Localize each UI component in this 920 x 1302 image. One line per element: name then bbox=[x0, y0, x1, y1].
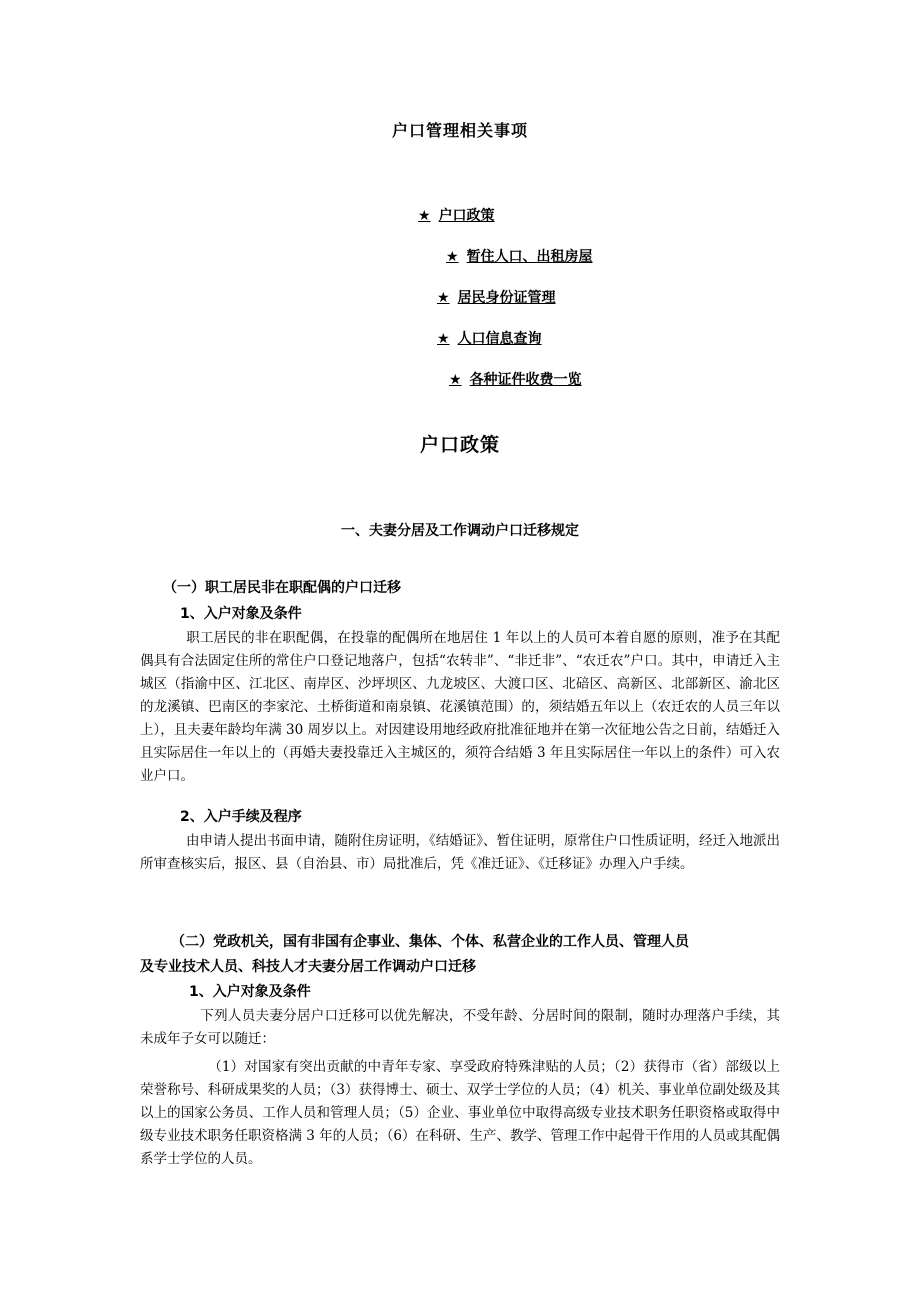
star-icon: ★ bbox=[437, 290, 450, 306]
paragraph-text: 由申请人提出书面申请，随附住房证明，《结婚证》、暂住证明，原常住户口性质证明，经迁入地派出所审查核实后，报区、县（自治县、市）局批准后，凭《准迁证》、《迁移证》办理入户手续。 bbox=[140, 833, 780, 872]
document-title: 户口管理相关事项 bbox=[391, 121, 528, 140]
part2-item1-list bbox=[140, 1056, 780, 1171]
toc-link-fees[interactable] bbox=[449, 369, 582, 389]
toc-link-id-card[interactable] bbox=[437, 287, 556, 307]
part2-item1-paragraph bbox=[140, 1005, 780, 1051]
part2-heading-line2: 及专业技术人员、科技人才夫妻分居工作调动户口迁移 bbox=[140, 959, 476, 975]
part1-item2-paragraph bbox=[140, 830, 780, 876]
toc-link-label: 人口信息查询 bbox=[457, 331, 542, 347]
part2-item1-heading: 1、入户对象及条件 bbox=[189, 984, 311, 1000]
toc-link-temporary-residents[interactable] bbox=[446, 246, 593, 266]
paragraph-text: 下列人员夫妻分居户口迁移可以优先解决，不受年龄、分居时间的限制，随时办理落户手续，其未成年子女可以随迁： bbox=[140, 1008, 780, 1047]
part1-heading: （一）职工居民非在职配偶的户口迁移 bbox=[163, 580, 401, 596]
star-icon: ★ bbox=[449, 372, 462, 388]
part1-item1-heading: 1、入户对象及条件 bbox=[180, 606, 302, 622]
toc-link-label: 居民身份证管理 bbox=[457, 290, 556, 306]
star-icon: ★ bbox=[437, 331, 450, 347]
toc-link-label: 户口政策 bbox=[438, 208, 495, 224]
part2-heading-line1: （二）党政机关，国有非国有企事业、集体、个体、私营企业的工作人员、管理人员 bbox=[171, 934, 689, 950]
subsection-title: 一、夫妻分居及工作调动户口迁移规定 bbox=[341, 523, 579, 539]
part1-item2-heading: 2、入户手续及程序 bbox=[180, 809, 302, 825]
star-icon: ★ bbox=[446, 249, 459, 265]
toc-link-hukou-policy[interactable] bbox=[418, 205, 495, 225]
paragraph-text: （1）对国家有突出贡献的中青年专家、享受政府特殊津贴的人员；（2）获得市（省）部级以上荣誉称号、科研成果奖的人员；（3）获得博士、硕士、双学士学位的人员；（4）机关、事业单位副处级及其以上的国家公务员、工作人员和管理人员；（5）企业、事业单位中取得高级专业技术职务任职资格或取得中级专业技术职务任职资格满 3 年的人员；（6）在科研、生产、教学、管理工作中起骨干作用的人员或其配偶系学士学位的人员。 bbox=[140, 1059, 781, 1167]
toc-link-population-info[interactable] bbox=[437, 328, 542, 348]
star-icon: ★ bbox=[418, 208, 431, 224]
part1-item1-paragraph bbox=[140, 627, 780, 788]
toc-link-label: 暂住人口、出租房屋 bbox=[466, 249, 593, 265]
section-title: 户口政策 bbox=[419, 434, 500, 456]
paragraph-text: 职工居民的非在职配偶，在投靠的配偶所在地居住 1 年以上的人员可本着自愿的原则，准予在其配偶具有合法固定住所的常住户口登记地落户，包括“农转非”、“非迁非”、“农迁农”户口。其中，申请迁入主城区（指渝中区、江北区、南岸区、沙坪坝区、九龙坡区、大渡口区、北碚区、高新区、北部新区、渝北区的龙溪镇、巴南区的李家沱、土桥街道和南泉镇、花溪镇范围）的，须结婚五年以上（农迁农的人员三年以上），且夫妻年龄均年满 30 周岁以上。对因建设用地经政府批准征地并在第一次征地公告之日前，结婚迁入且实际居住一年以上的（再婚夫妻投靠迁入主城区的，须符合结婚 3 年且实际居住一年以上的条件）可入农业户口。 bbox=[140, 630, 781, 784]
toc-link-label: 各种证件收费一览 bbox=[469, 372, 582, 388]
